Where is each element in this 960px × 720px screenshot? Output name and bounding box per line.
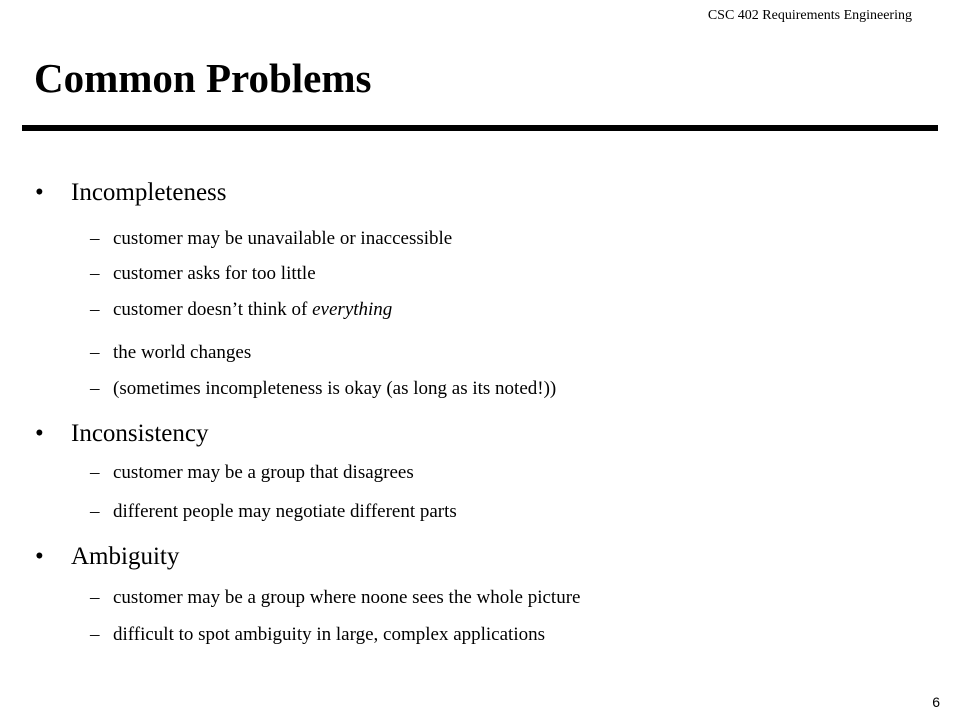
dash-glyph: – [90,263,100,284]
sub-item-text: customer doesn’t think of [113,299,313,320]
dash-glyph: – [90,299,100,320]
sub-item [90,262,316,286]
dash-glyph: – [90,587,100,608]
sub-item-text: customer may be unavailable or inaccessible [113,228,453,249]
sub-item-text: customer may be a group that disagrees [113,462,414,483]
bullet-label: Inconsistency [71,420,209,447]
sub-item-text: customer asks for too little [113,263,316,284]
sub-item-text: customer may be a group where noone sees the whole picture [113,587,581,608]
dash-glyph: – [90,624,100,645]
sub-item [90,341,251,365]
dash-glyph: – [90,501,100,522]
dash-glyph: – [90,462,100,483]
bullet-inconsistency [35,419,208,449]
sub-item-text: different people may negotiate different parts [113,501,457,522]
bullet-incompleteness [35,178,227,208]
sub-item [90,298,392,322]
dash-glyph: – [90,378,100,399]
bullet-label: Ambiguity [71,543,180,570]
bullet-glyph: • [35,543,44,570]
sub-item-emphasis: everything [312,299,393,320]
dash-glyph: – [90,342,100,363]
course-header: CSC 402 Requirements Engineering [707,8,912,23]
bullet-glyph: • [35,179,44,206]
bullet-label: Incompleteness [71,179,227,206]
slide-title: Common Problems [34,55,372,101]
sub-item-text: (sometimes incompleteness is okay (as long as its noted!)) [113,378,557,399]
sub-item-text: difficult to spot ambiguity in large, complex applications [113,624,545,645]
bullet-glyph: • [35,420,44,447]
dash-glyph: – [90,228,100,249]
sub-item [90,377,556,401]
bullet-ambiguity [35,542,179,572]
page-number: 6 [932,694,940,710]
sub-item [90,227,452,251]
sub-item-text: the world changes [113,342,252,363]
sub-item [90,500,457,524]
sub-item [90,586,580,610]
sub-item [90,461,414,485]
sub-item [90,623,545,647]
